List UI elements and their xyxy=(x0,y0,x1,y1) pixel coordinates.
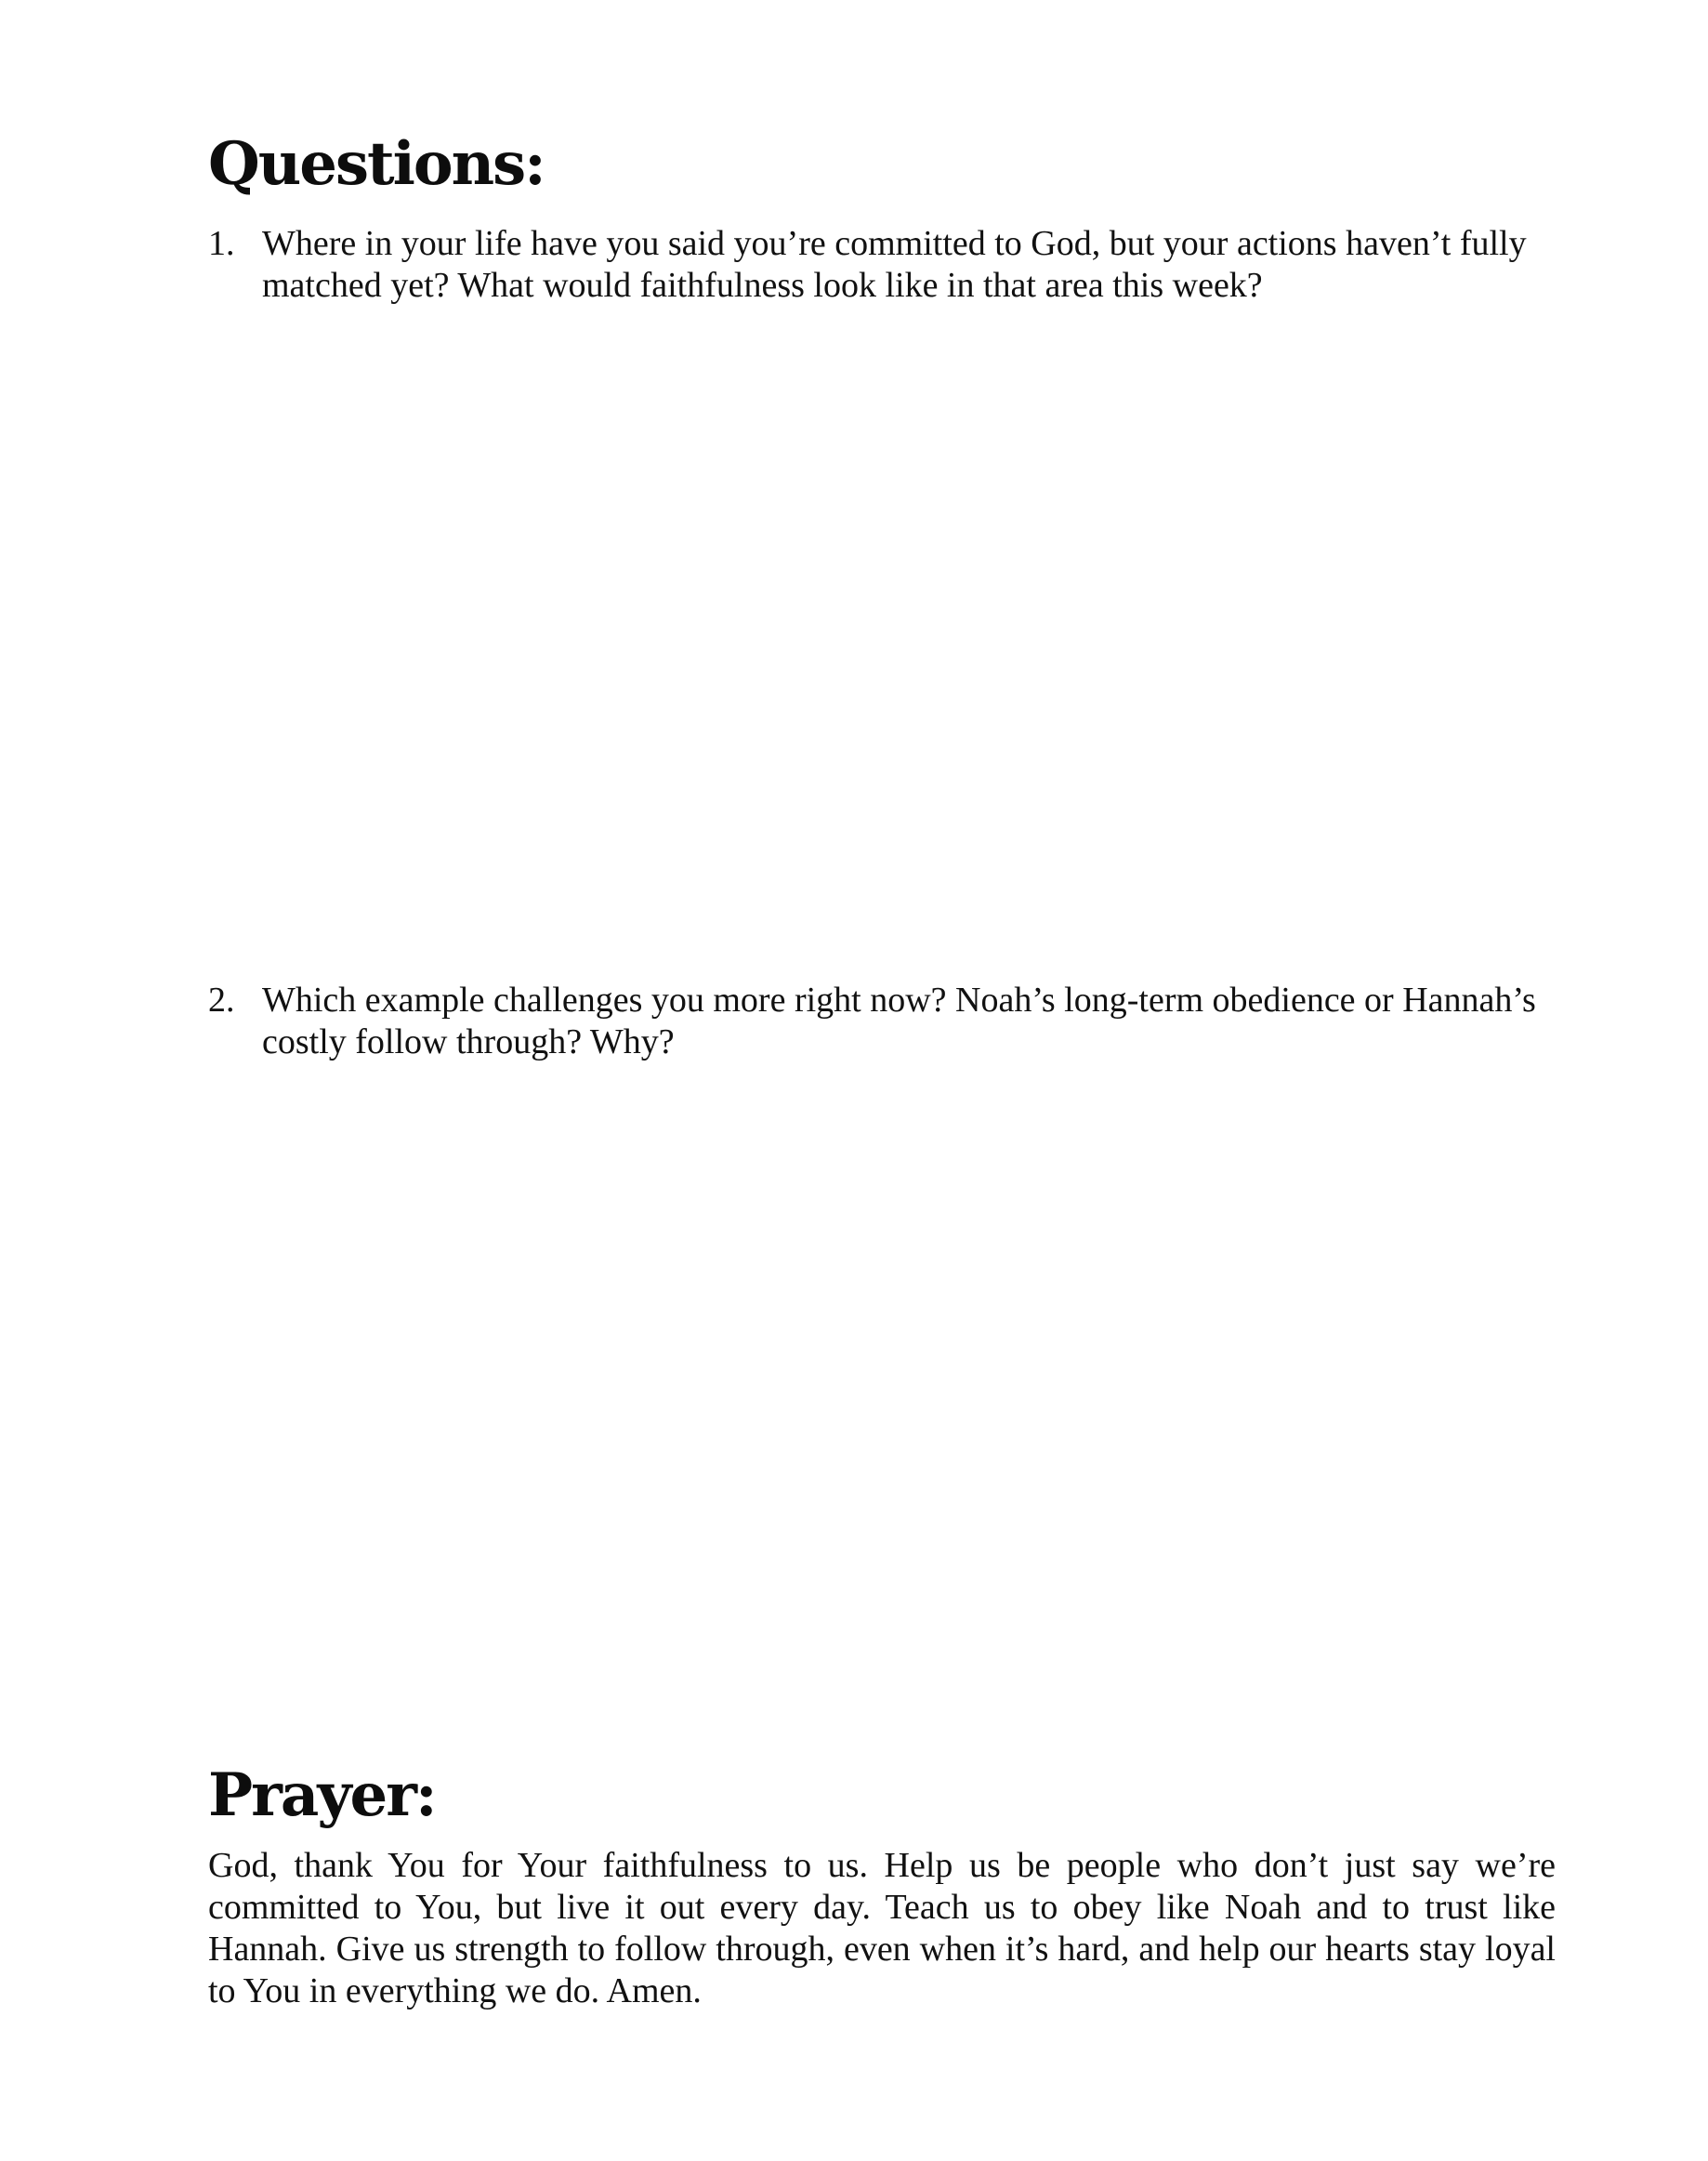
question-number: 1. xyxy=(208,224,235,263)
question-item xyxy=(208,223,1556,307)
question-item xyxy=(208,980,1556,1063)
question-number: 2. xyxy=(208,981,235,1020)
prayer-heading: Prayer: xyxy=(208,1760,436,1830)
questions-heading: Questions: xyxy=(208,129,545,199)
question-text: Which example challenges you more right now? Noah’s long-term obedience or Hannah’s costly follow through? Why? xyxy=(262,981,1536,1061)
prayer-text: God, thank You for Your faithfulness to us. Help us be people who don’t just say we’re committed to You, but live it out every day. Teach us to obey like Noah and to trust like Hannah. Give us strength to follow through, even when it’s hard, and help our hearts stay loyal to You in everything we do. Amen. xyxy=(208,1846,1556,2010)
question-text: Where in your life have you said you’re committed to God, but your actions haven’t fully matched yet? What would faithfulness look like in that area this week? xyxy=(262,224,1527,305)
